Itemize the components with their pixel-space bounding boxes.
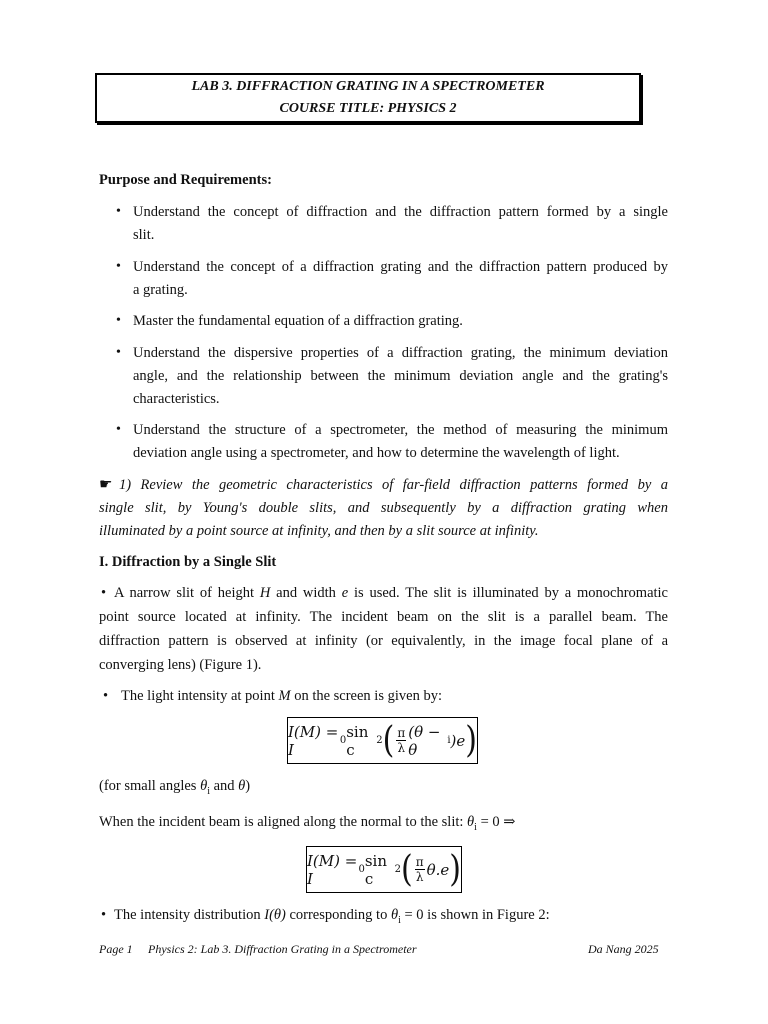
text-run: is used. The slit is illuminated by a monochromatic xyxy=(348,585,668,601)
equation-intensity-normal xyxy=(306,846,462,893)
eq-sub: 0 xyxy=(358,864,365,875)
text-run: = 0 ⇒ xyxy=(476,814,516,830)
symbol-theta: θ xyxy=(200,778,208,794)
text-run: When the incident beam is aligned along the normal to the slit: xyxy=(99,814,468,830)
list-item: Understand the concept of a diffraction grating and the diffraction pattern produced by xyxy=(133,259,668,275)
symbol-H: H xyxy=(259,585,271,601)
paragraph-line: converging lens) (Figure 1). xyxy=(99,657,262,673)
eq-sinc: sin c xyxy=(346,722,369,759)
list-item: deviation angle using a spectrometer, and how to determine the wavelength of light. xyxy=(133,445,620,461)
eq-sinc: sin c xyxy=(364,851,387,888)
symbol-sub: i xyxy=(398,914,401,926)
list-item: Understand the dispersive properties of a diffraction grating, the minimum deviation xyxy=(133,345,668,361)
review-line: single slit, by Young's double slits, and subsequently by a diffraction grating when xyxy=(99,500,668,516)
equation-intensity-general xyxy=(287,717,478,764)
eq-lhs: I(M) = I xyxy=(307,851,358,888)
eq-denominator: λ xyxy=(397,741,406,755)
text-run: = 0 is shown in Figure 2: xyxy=(400,907,550,923)
list-item: characteristics. xyxy=(133,391,220,407)
list-item: Master the fundamental equation of a diffraction grating. xyxy=(133,313,463,329)
text-run: A narrow slit of height xyxy=(114,585,260,601)
eq-tail: )e xyxy=(450,731,466,750)
footer-course: Physics 2: Lab 3. Diffraction Grating in a Spectrometer xyxy=(148,942,417,956)
paragraph-line: point source located at infinity. The incident beam on the slit is a parallel beam. The xyxy=(99,609,668,625)
text-run: and width xyxy=(270,585,342,601)
purpose-heading: Purpose and Requirements: xyxy=(99,172,272,188)
paragraph-line xyxy=(114,582,668,605)
symbol-theta: θ xyxy=(390,907,399,923)
intensity-intro xyxy=(121,685,442,708)
text-run: ) xyxy=(245,778,251,794)
bullet-dot: • xyxy=(116,204,121,219)
text-run: and xyxy=(209,778,239,794)
list-item: angle, and the relationship between the minimum deviation angle and the grating's xyxy=(133,368,668,384)
symbol-theta: θ xyxy=(238,778,246,794)
eq-fraction xyxy=(396,726,406,755)
eq-sub: i xyxy=(447,735,451,746)
paragraph-line: diffraction pattern is observed at infinity (or equivalently, in the image focal plane of a xyxy=(99,633,668,649)
eq-sub: 0 xyxy=(339,735,347,746)
list-item: a grating. xyxy=(133,282,188,298)
text-run: (for small angles xyxy=(99,778,201,794)
section-heading: I. Diffraction by a Single Slit xyxy=(99,554,277,570)
paren-right: ) xyxy=(449,847,461,890)
text-run: The intensity distribution xyxy=(114,907,265,923)
symbol-e: e xyxy=(341,585,349,601)
eq-denominator: λ xyxy=(415,870,424,884)
symbol-I-theta: I(θ) xyxy=(264,907,286,923)
paren-left: ( xyxy=(382,718,395,761)
bullet-dot: • xyxy=(116,345,121,360)
normal-incidence-note xyxy=(99,811,515,839)
eq-numerator: π xyxy=(397,726,406,740)
eq-numerator: π xyxy=(415,855,424,869)
paren-left: ( xyxy=(400,847,413,890)
review-line: 1) Review the geometric characteristics of far-field diffraction patterns formed by a xyxy=(119,477,668,493)
symbol-sub: i xyxy=(474,821,477,833)
eq-sup: 2 xyxy=(394,864,401,875)
bullet-dot: • xyxy=(101,907,107,923)
eq-fraction xyxy=(415,855,425,884)
footer-place-year: Da Nang 2025 xyxy=(588,942,659,956)
paren-right: ) xyxy=(465,718,477,761)
text-run: The light intensity at point xyxy=(121,688,279,704)
list-item: Understand the structure of a spectrometer, the method of measuring the minimum xyxy=(133,422,668,438)
list-item: slit. xyxy=(133,227,155,243)
bullet-dot: • xyxy=(116,422,121,437)
symbol-sub: i xyxy=(207,785,210,797)
course-title: COURSE TITLE: PHYSICS 2 xyxy=(279,101,457,116)
pointing-hand-icon: ☛ xyxy=(99,477,113,493)
distribution-note xyxy=(114,904,550,932)
eq-sup: 2 xyxy=(376,735,383,746)
list-item: Understand the concept of diffraction and the diffraction pattern formed by a single xyxy=(133,204,668,220)
review-line: illuminated by a point source at infinity, and then by a slit source at infinity. xyxy=(99,523,539,539)
small-angles-note xyxy=(99,775,250,803)
bullet-dot: • xyxy=(101,585,107,601)
bullet-dot: • xyxy=(116,313,121,328)
eq-inner: (θ − θ xyxy=(408,722,441,759)
eq-lhs: I(M) = I xyxy=(288,722,339,759)
text-run: on the screen is given by: xyxy=(290,688,442,704)
footer-page-number: Page 1 xyxy=(99,942,133,956)
bullet-dot: • xyxy=(116,259,121,274)
bullet-dot: • xyxy=(103,688,109,704)
text-run: corresponding to xyxy=(285,907,391,923)
lab-title: LAB 3. DIFFRACTION GRATING IN A SPECTROMETER xyxy=(191,79,545,94)
eq-inner: θ.e xyxy=(426,860,450,879)
symbol-theta: θ xyxy=(467,814,475,830)
title-box xyxy=(95,73,641,123)
symbol-M: M xyxy=(278,688,291,704)
